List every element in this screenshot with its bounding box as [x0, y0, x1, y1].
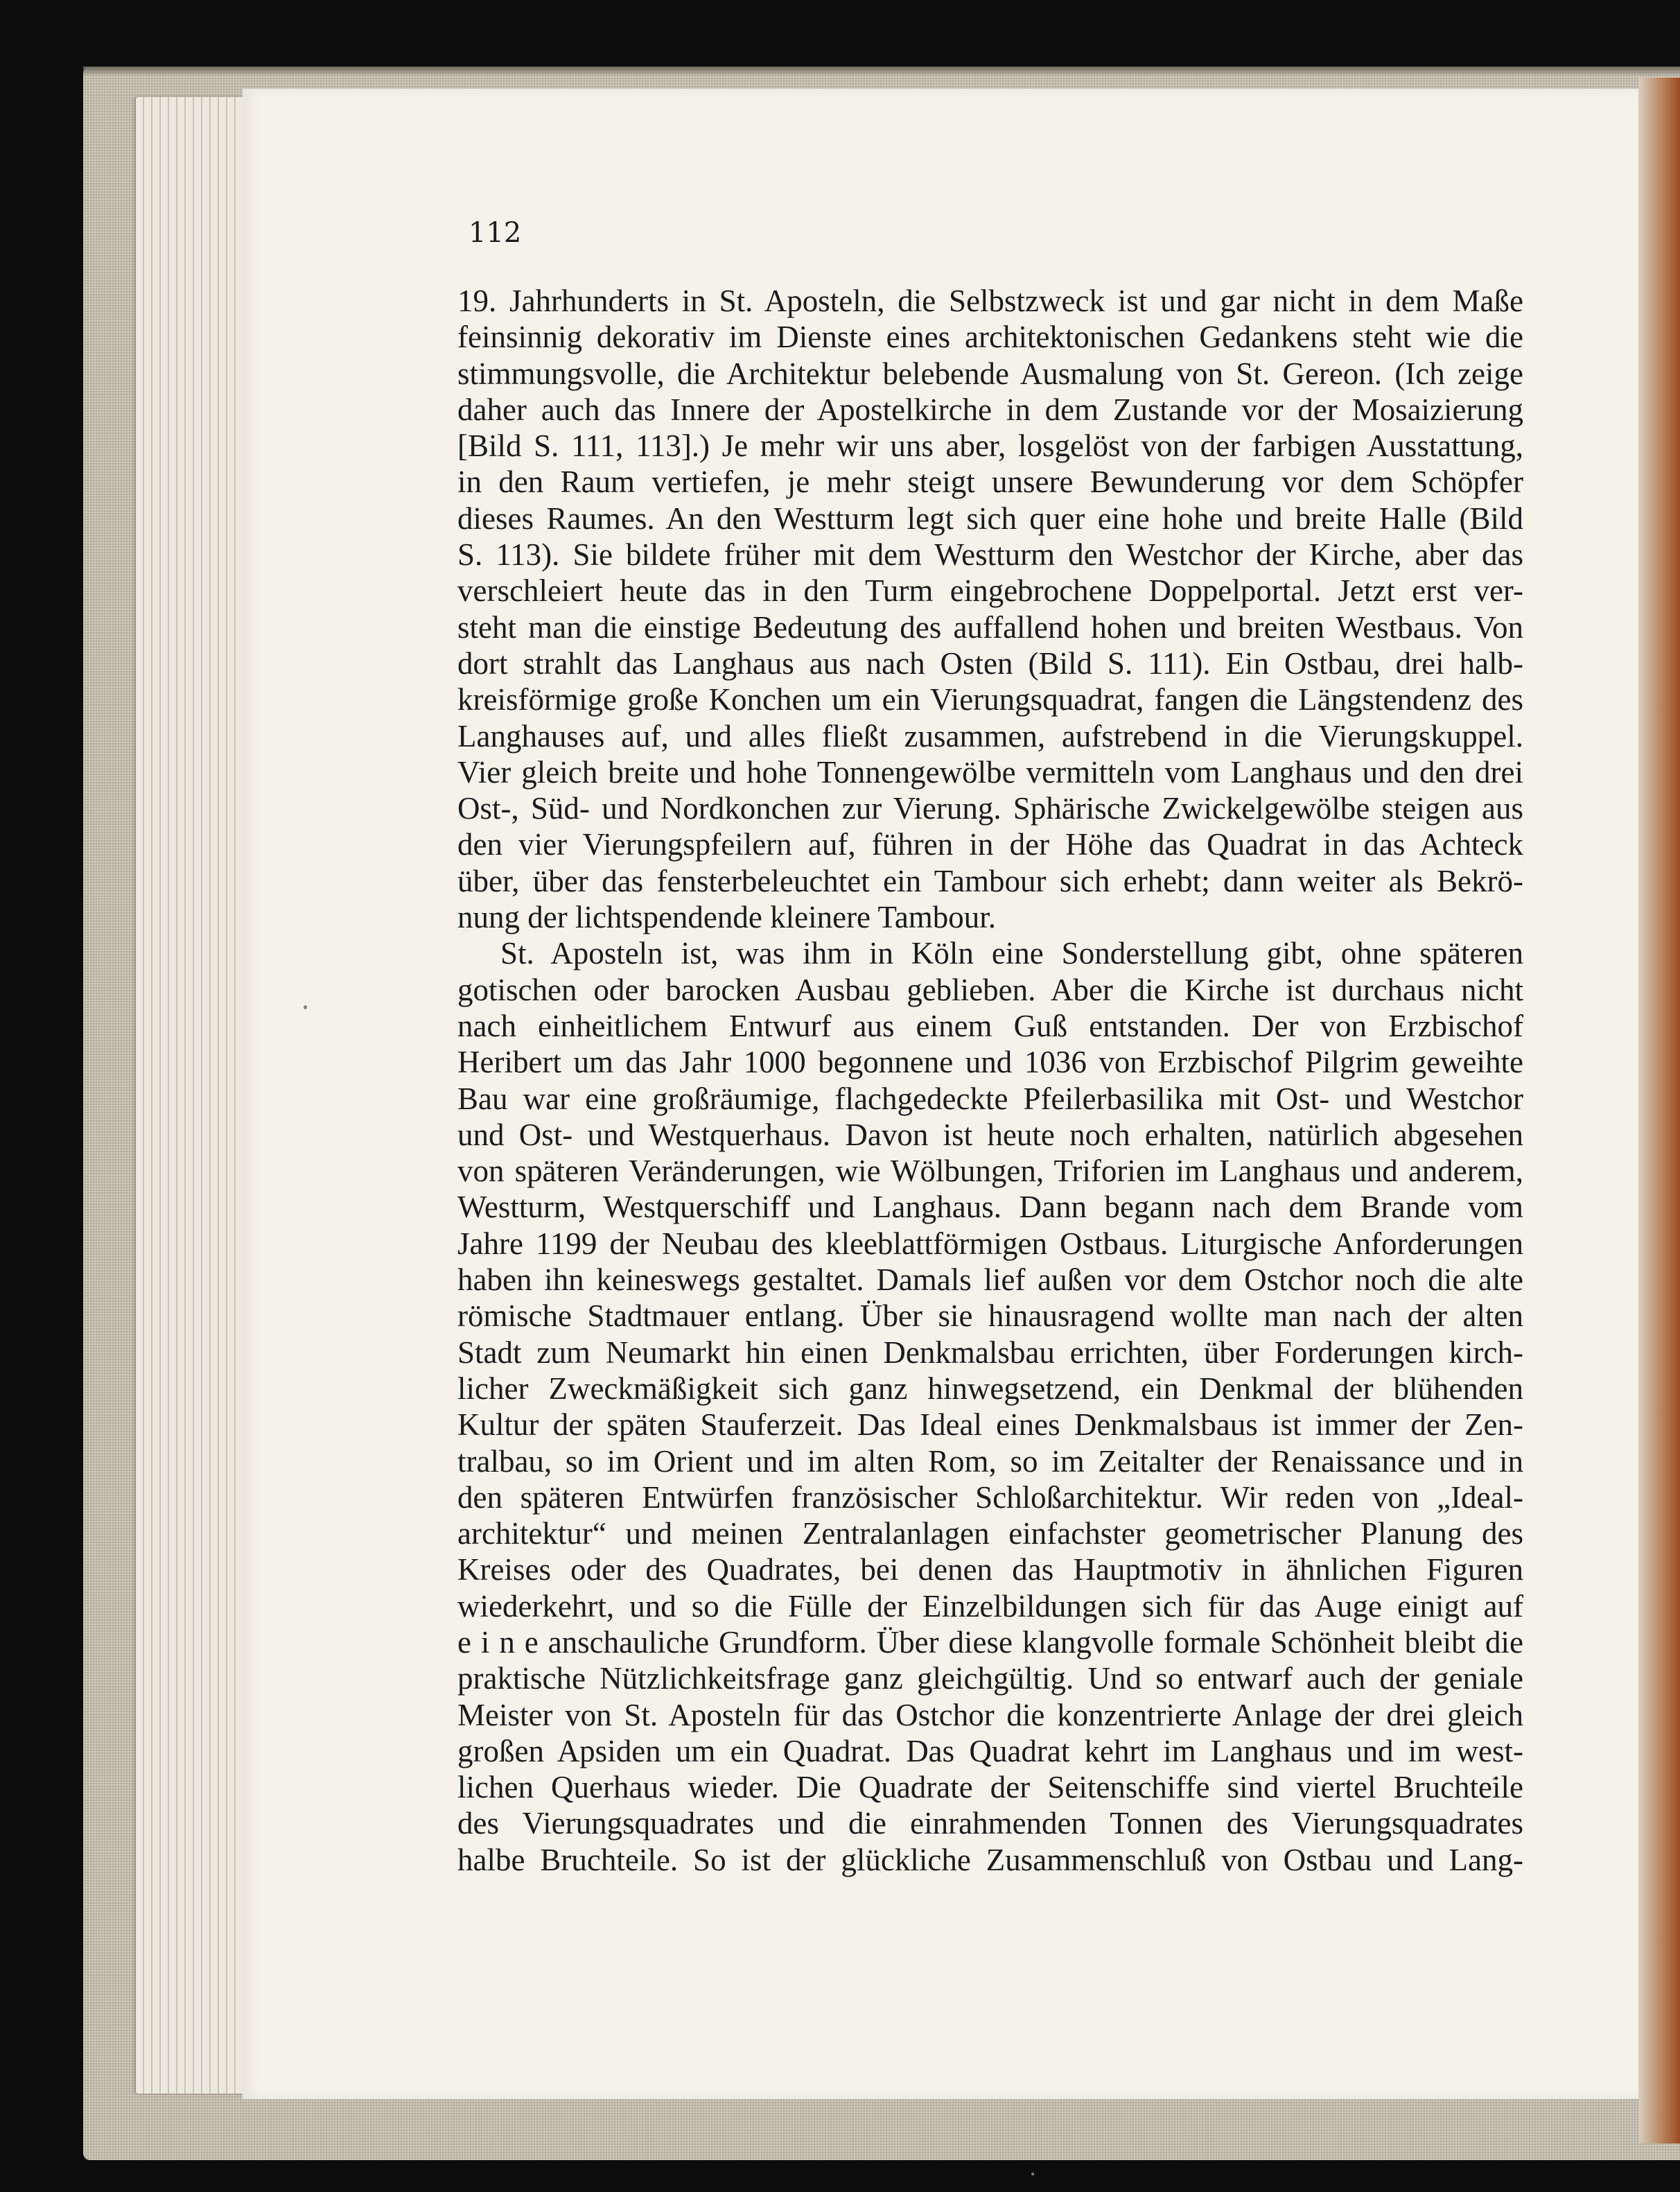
text-line: licher Zweckmäßigkeit sich ganz hinwegsetzend, ein Denkmal der blühenden	[457, 1371, 1523, 1406]
page-number: 112	[469, 217, 522, 249]
text-line: feinsinnig dekorativ im Dienste eines architektonischen Gedankens steht wie die	[457, 320, 1523, 355]
text-line: nach einheitlichem Entwurf aus einem Guß entstanden. Der von Erzbischof	[457, 1008, 1523, 1043]
text-line: steht man die einstige Bedeutung des auffallend hohen und breiten Westbaus. Von	[457, 609, 1523, 645]
text-line: Kultur der späten Stauferzeit. Das Ideal eines Denkmalsbaus ist immer der Zen-	[457, 1407, 1523, 1443]
text-line: gotischen oder barocken Ausbau geblieben. Aber die Kirche ist durchaus nicht	[457, 972, 1523, 1007]
text-line: wiederkehrt, und so die Fülle der Einzelbildungen sich für das Auge einigt auf	[457, 1588, 1523, 1624]
text-line: Vier gleich breite und hohe Tonnengewölbe vermitteln vom Langhaus und den drei	[457, 754, 1523, 790]
text-line: kreisförmige große Konchen um ein Vierungsquadrat, fangen die Längstendenz des	[457, 682, 1523, 717]
text-line: Jahre 1199 der Neubau des kleeblattförmigen Ostbaus. Liturgische Anforderungen	[457, 1226, 1523, 1261]
text-line: großen Apsiden um ein Quadrat. Das Quadrat kehrt im Langhaus und im west-	[457, 1733, 1523, 1768]
text-line: römische Stadtmauer entlang. Über sie hinausragend wollte man nach der alten	[457, 1298, 1523, 1334]
text-line: den vier Vierungspfeilern auf, führen in der Höhe das Quadrat in das Achteck	[457, 827, 1523, 862]
page-stack-edges	[136, 97, 247, 2094]
text-line: Bau war eine großräumige, flachgedeckte Pfeilerbasilika mit Ost- und Westchor	[457, 1081, 1523, 1116]
text-line: Meister von St. Aposteln für das Ostchor die konzentrierte Anlage der drei gleich	[457, 1697, 1523, 1732]
text-line: architektur“ und meinen Zentralanlagen einfachster geometrischer Planung des	[457, 1516, 1523, 1551]
text-line: tralbau, so im Orient und im alten Rom, so im Zeitalter der Renaissance und in	[457, 1443, 1523, 1479]
text-line: 19. Jahrhunderts in St. Aposteln, die Selbstzweck ist und gar nicht in dem Maße	[457, 284, 1523, 318]
paper-speck	[1031, 2173, 1034, 2175]
text-line: Westturm, Westquerschiff und Langhaus. Dann begann nach dem Brande vom	[457, 1190, 1523, 1225]
body-text	[457, 283, 1523, 1878]
text-line: Heribert um das Jahr 1000 begonnene und 1036 von Erzbischof Pilgrim geweihte	[457, 1045, 1523, 1080]
paragraph	[457, 935, 1523, 1878]
paper-speck	[304, 1005, 307, 1009]
text-line: den späteren Entwürfen französischer Schloßarchitektur. Wir reden von „Ideal-	[457, 1479, 1523, 1515]
text-line: und Ost- und Westquerhaus. Davon ist heute noch erhalten, natürlich abgesehen	[457, 1117, 1523, 1152]
text-line: haben ihn keineswegs gestaltet. Damals lief außen vor dem Ostchor noch die alte	[457, 1262, 1523, 1298]
text-line: daher auch das Innere der Apostelkirche in dem Zustande vor der Mosaizierung	[457, 392, 1523, 427]
text-line: halbe Bruchteile. So ist der glückliche Zusammenschluß von Ostbau und Lang-	[457, 1842, 1523, 1877]
text-line: dieses Raumes. An den Westturm legt sich quer eine hohe und breite Halle (Bild	[457, 501, 1523, 536]
text-line: S. 113). Sie bildete früher mit dem Westturm den Westchor der Kirche, aber das	[457, 537, 1523, 573]
text-line: lichen Querhaus wieder. Die Quadrate der Seitenschiffe sind viertel Bruchteile	[457, 1770, 1523, 1805]
text-line: St. Aposteln ist, was ihm in Köln eine Sonderstellung gibt, ohne späteren	[500, 936, 1523, 971]
text-line: dort strahlt das Langhaus aus nach Osten (Bild S. 111). Ein Ostbau, drei halb-	[457, 645, 1523, 681]
text-line: des Vierungsquadrates und die einrahmenden Tonnen des Vierungsquadrates	[457, 1806, 1523, 1841]
text-line: Stadt zum Neumarkt hin einen Denkmalsbau errichten, über Forderungen kirch-	[457, 1334, 1523, 1370]
facing-page-edge	[1638, 78, 1680, 2143]
text-line: Kreises oder des Quadrates, bei denen das Hauptmotiv in ähnlichen Figuren	[457, 1552, 1523, 1588]
paragraph	[457, 283, 1523, 935]
text-line: nung der lichtspendende kleinere Tambour.	[457, 900, 997, 935]
text-line: Ost-, Süd- und Nordkonchen zur Vierung. Sphärische Zwickelgewölbe steigen aus	[457, 791, 1523, 826]
text-line: Langhauses auf, und alles fließt zusammen, aufstrebend in die Vierungskuppel.	[457, 718, 1523, 754]
text-line: über, über das fensterbeleuchtet ein Tambour sich erhebt; dann weiter als Bekrö-	[457, 863, 1523, 898]
text-line: [Bild S. 111, 113].) Je mehr wir uns aber, losgelöst von der farbigen Ausstattung,	[457, 428, 1523, 464]
text-line: von späteren Veränderungen, wie Wölbungen, Triforien im Langhaus und anderem,	[457, 1154, 1523, 1189]
cover-shadow	[83, 67, 1680, 76]
text-line: verschleiert heute das in den Turm eingebrochene Doppelportal. Jetzt erst ver-	[457, 573, 1523, 609]
text-line: e i n e anschauliche Grundform. Über diese klangvolle formale Schönheit bleibt die	[457, 1624, 1523, 1660]
text-line: praktische Nützlichkeitsfrage ganz gleichgültig. Und so entwarf auch der geniale	[457, 1661, 1523, 1696]
text-line: stimmungsvolle, die Architektur belebende Ausmalung von St. Gereon. (Ich zeige	[457, 356, 1523, 391]
text-line: in den Raum vertiefen, je mehr steigt unsere Bewunderung vor dem Schöpfer	[457, 464, 1523, 500]
